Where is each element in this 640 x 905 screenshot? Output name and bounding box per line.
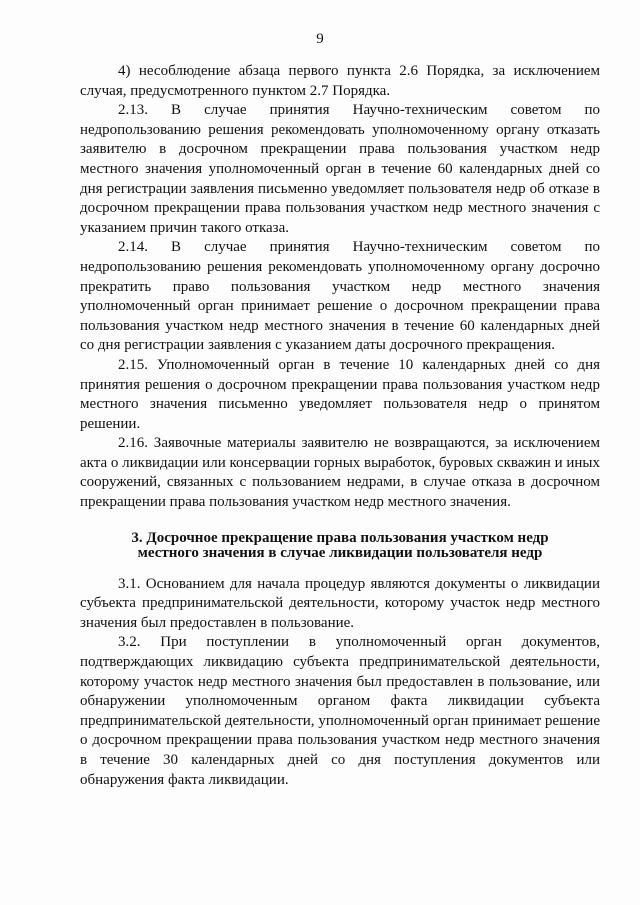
paragraph-2-16: 2.16. Заявочные материалы заявителю не возвращаются, за исключением акта о ликвидации или консервации горных выработок, буровых скважин и иных сооружений, связанных с пользованием недрами, в случае отказа в досрочном прекращении права пользования участком недр местного значения. (80, 435, 600, 511)
paragraph-3-2: 3.2. При поступлении в уполномоченный орган документов, подтверждающих ликвидацию субъекта предпринимательской деятельности, которому участок недр местного значения был предоставлен в пользование, или обнаружении уполномоченным органом факта ликвидации субъекта предпринимательской деятельности, уполномоченный орган принимает решение о досрочном прекращении права пользования участком недр местного значения в течение 30 календарных дней со дня поступления документов или обнаружения факта ликвидации. (80, 634, 600, 788)
section-3-heading-line-1: 3. Досрочное прекращение права пользования участком недр (131, 529, 549, 546)
page-number: 9 (316, 31, 324, 47)
paragraph-2-14: 2.14. В случае принятия Научно-техническим советом по недропользованию решения рекомендовать уполномоченному органу досрочно прекратить право пользования участком недр местного значения уполномоченный орган принимает решение о досрочном прекращении права пользования участком недр местного значения в течение 60 календарных дней со дня регистрации заявления с указанием даты досрочного прекращения. (80, 239, 600, 354)
paragraph-item-4: 4) несоблюдение абзаца первого пункта 2.6 Порядка, за исключением случая, предусмотренного пунктом 2.7 Порядка. (80, 63, 600, 99)
paragraph-2-15: 2.15. Уполномоченный орган в течение 10 календарных дней со дня принятия решения о досрочном прекращении права пользования участком недр местного значения письменно уведомляет пользователя недр о принятом решении. (80, 356, 600, 432)
paragraph-2-13: 2.13. В случае принятия Научно-техническим советом по недропользованию решения рекомендовать уполномоченному органу отказать заявителю в досрочном прекращении права пользования участком недр местного значения уполномоченный орган в течение 60 календарных дней со дня регистрации заявления письменно уведомляет пользователя недр об отказе в досрочном прекращении права пользования участком недр местного значения с указанием причин такого отказа. (80, 102, 600, 236)
paragraph-3-1: 3.1. Основанием для начала процедур являются документы о ликвидации субъекта предпринимательской деятельности, которому участок недр местного значения был предоставлен в пользование. (80, 575, 600, 631)
section-3-heading (80, 531, 600, 562)
document-body (80, 62, 600, 790)
section-3-heading-line-2: местного значения в случае ликвидации пользователя недр (137, 545, 543, 562)
